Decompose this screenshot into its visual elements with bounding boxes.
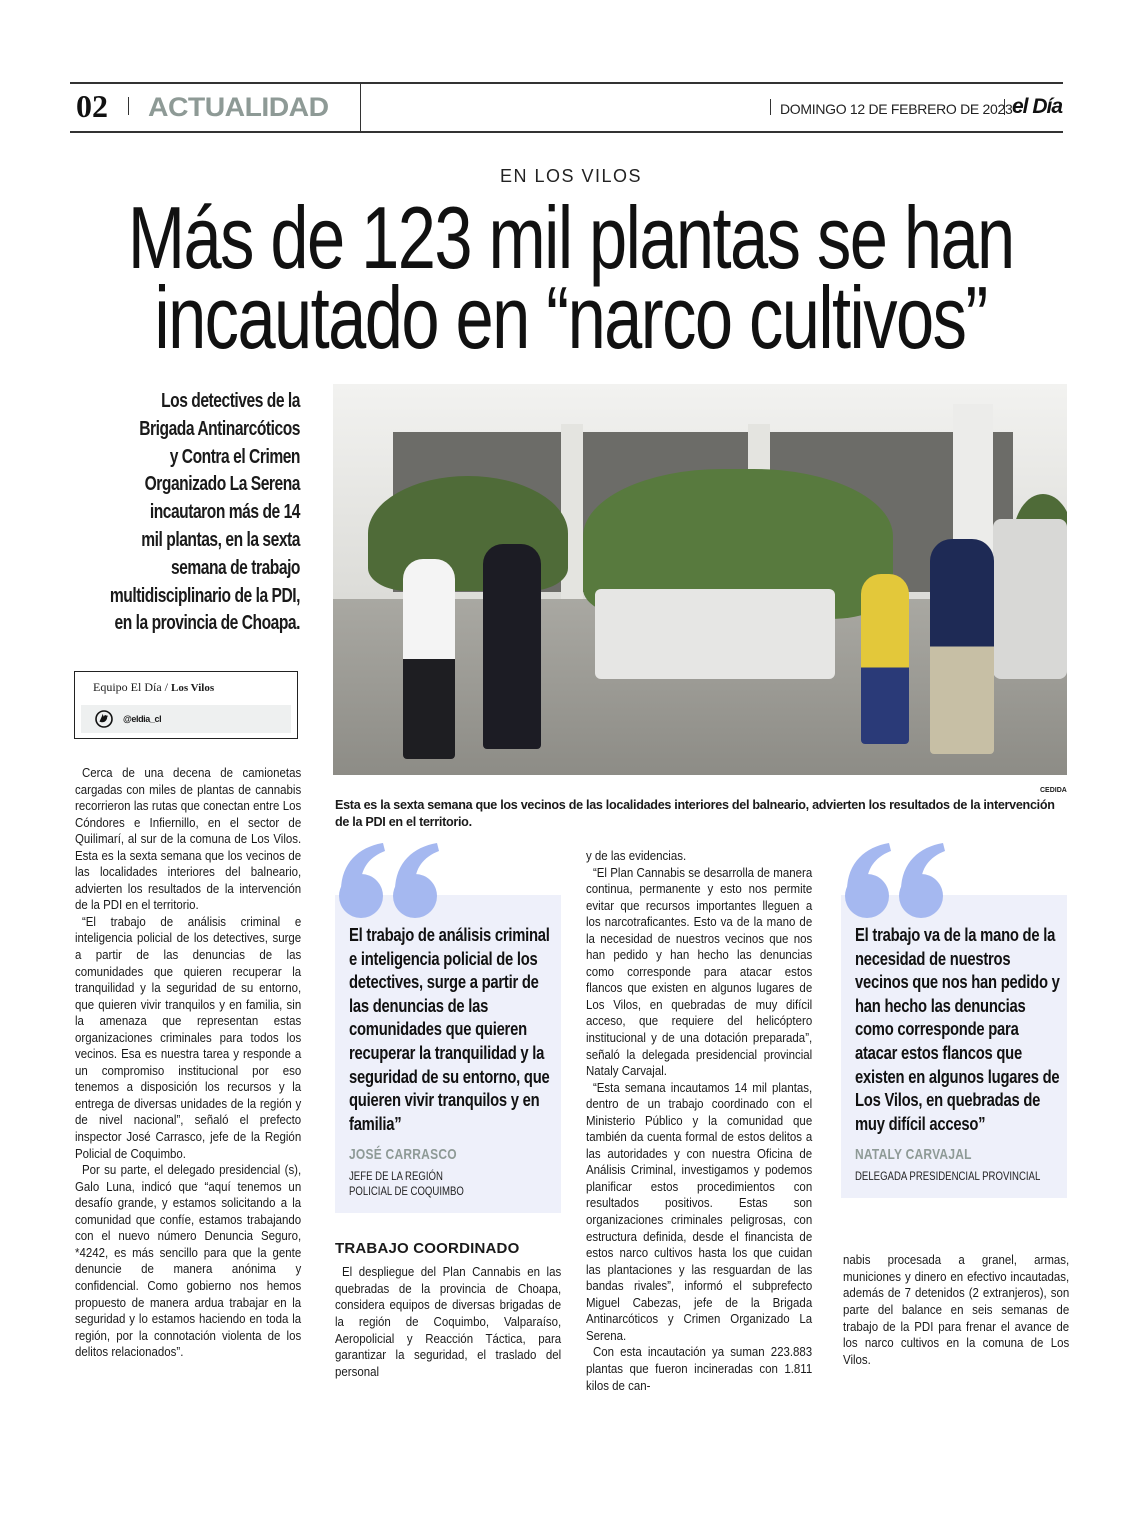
kicker: EN LOS VILOS [499,166,643,186]
bottom-rule [70,131,1063,133]
column-text [335,1264,561,1380]
header-tick [128,97,129,115]
body-paragraph: “Esta semana incautamos 14 mil plantas, dentro de un trabajo coordinado con el Ministerio Público y la comunidad que también da cuenta formal de estos delitos a las autoridades y con nuestra Oficina de Análisis Criminal, investigamos y podemos planificar estos procedimientos con resultados positivos. Estas son organizaciones criminales peligrosas, con estructura definida, desde el financista de estos narco cultivos hasta los que cuidan las plantaciones y las resguardan de las bandas rivales”, informó el subprefecto Miguel Cabezas, jefe de la Brigada Antinarcóticos y Crimen Organizado La Serena. [586,1079,813,1343]
body-paragraph: “El trabajo de análisis criminal e inteligencia policial de los detectives, surge a partir de las denuncias de las comunidades que quieren recuperar la tranquilidad y la seguridad de su entorno, que quieren vivir tranquilos y en familia, sin la amenaza que representan estas organizaciones criminales para todos los vecinos. Esa es nuestra tarea y responde a un compromiso institucional por eso tenemos a disposición los recursos y la entrega de diversas unidades de la región y de nivel nacional”, señaló el prefecto inspector José Carrasco, jefe de la Región Policial de Coquimbo. [75,913,302,1161]
pull-quote-content [855,923,1060,1184]
lead-line: Organizado La Serena [144,473,300,496]
body-column-1 [75,765,301,1361]
lead-line: Brigada Antinarcóticos [139,417,300,440]
newspaper-logo: el Día [1012,95,1063,118]
header-divider [360,83,361,131]
body-paragraph: nabis procesada a granel, armas, municiones y dinero en efectivo incautadas, además de 7 detenidos (2 extranjeros), son parte del balance en seis semanas de trabajo de la PDI para frenar el avance de los narco cultivos en la comuna de Los Vilos. [843,1252,1070,1367]
top-rule [70,82,1063,84]
twitter-handle: @eldia_cl [123,714,162,724]
pull-quote-text: El trabajo de análisis criminal e inteligencia policial de los detectives, surge a partir de las denuncias de las comunidades que quieren recuperar la tranquilidad y la seguridad de su entorno, que quieren vivir tranquilos y en familia” [349,924,550,1134]
body-column-3 [586,848,812,1394]
header-tick [770,99,771,115]
lead-line: y Contra el Crimen [169,445,300,468]
byline-box [74,671,298,739]
photo-credit: CEDIDA [1040,787,1067,794]
pull-quote-2 [841,895,1067,1198]
subheading: TRABAJO COORDINADO [335,1240,520,1258]
column-text [586,848,812,1394]
headline-text: incautado en “narco cultivos” [154,268,988,367]
lead-line: mil plantas, en la sexta [141,528,300,551]
photo-person [861,574,909,744]
photo-truck [595,589,835,679]
body-column-2 [335,895,561,1380]
pull-quote-content [349,923,554,1199]
photo-person [930,539,994,754]
photo-caption: Esta es la sexta semana que los vecinos de las localidades interiores del balneario, advierten los resultados de la intervención de la PDI en el territorio. [335,798,1055,829]
headline-text: Más de 123 mil plantas se han [128,188,1014,287]
headline-line-2 [0,268,1142,367]
lead-line: Los detectives de la [161,390,300,412]
pull-quote-role: JEFE DE LA REGIÓN POLICIAL DE COQUIMBO [349,1169,464,1199]
photo-person [483,544,541,749]
pull-quote-1 [335,895,561,1213]
pull-quote-text: El trabajo va de la mano de la necesidad de nuestros vecinos que nos han pedido y han hecho las denuncias como corresponde para atacar estos flancos que existen en algunos lugares de Los Vilos, en quebradas de muy difícil acceso” [855,924,1060,1134]
lead-line: en la provincia de Choapa. [114,612,301,635]
quote-mark-icon [843,841,953,921]
page-number: 02 [76,88,108,124]
section-title: ACTUALIDAD [148,92,329,122]
lead-line: incautaron más de 14 [149,501,300,524]
body-paragraph: “El Plan Cannabis se desarrolla de manera continua, permanente y esto nos permite evitar que recursos importantes lleguen a los narcotraficantes. Esto va de la mano de la necesidad de nuestros vecinos que nos han pedido y han hecho las denuncias como corresponde para atacar estos flancos que existen en algunos lugares de Los Vilos, en quebradas de muy difícil acceso, que requiere del helicóptero institucional y de una dotación preparada”, señaló la delegada presidencial provincial Nataly Carvajal. [586,864,813,1079]
lead-line: multidisciplinario de la PDI, [109,584,301,607]
pull-quote-role: DELEGADA PRESIDENCIAL PROVINCIAL [855,1169,1041,1184]
body-column-4 [841,895,1070,1368]
issue-date: DOMINGO 12 DE FEBRERO DE 2023 [780,101,1013,117]
column-text [843,1252,1069,1368]
byline-author: Equipo El Día / [93,680,171,694]
quote-mark-icon [337,841,447,921]
pull-quote-name: JOSÉ CARRASCO [349,1146,457,1164]
byline [93,680,214,695]
body-paragraph: y de las evidencias. [586,848,687,863]
byline-location: Los Vilos [171,682,215,694]
article-photo [333,384,1067,775]
twitter-bar [81,705,291,733]
twitter-bird-icon [95,710,113,728]
photo-truck [993,519,1067,679]
photo-person [403,559,455,759]
body-paragraph: El despliegue del Plan Cannabis en las quebradas de la provincia de Choapa, considera equipos de diversas brigadas de la región de Coquimbo, Valparaíso, Aeropolicial y Reacción Táctica, para garantizar la seguridad, el traslado del personal [335,1264,562,1379]
column-text [75,765,301,1361]
lead-paragraph [35,388,300,638]
body-paragraph: Con esta incautación ya suman 223.883 plantas que fueron incineradas con 1.811 kilos de can- [586,1344,813,1393]
body-paragraph: Cerca de una decena de camionetas cargadas con miles de plantas de cannabis recorrieron las rutas que conectan entre Los Cóndores e Infiernillo, en el sector de Quilimarí, al sur de la comuna de Los Vilos. Esta es la sexta semana que los vecinos de las localidades interiores del balneario, advierten los resultados de la intervención de la PDI en el territorio. [75,765,302,913]
body-paragraph: Por su parte, el delegado presidencial (s), Galo Luna, indicó que “aquí tenemos un desafío grande, y estamos solicitando a la comunidad que confíe, estamos trabajando con el nuevo número Denuncia Seguro, *4242, es más sencillo para que la gente denuncie de manera anónima y confidencial. Como gobierno nos hemos propuesto de manera ardua trabajar en la seguridad y lo estamos haciendo en toda la región, por la connotación violenta de los delitos relacionados”. [75,1162,302,1360]
lead-line: semana de trabajo [170,556,300,579]
pull-quote-name: NATALY CARVAJAL [855,1146,972,1164]
